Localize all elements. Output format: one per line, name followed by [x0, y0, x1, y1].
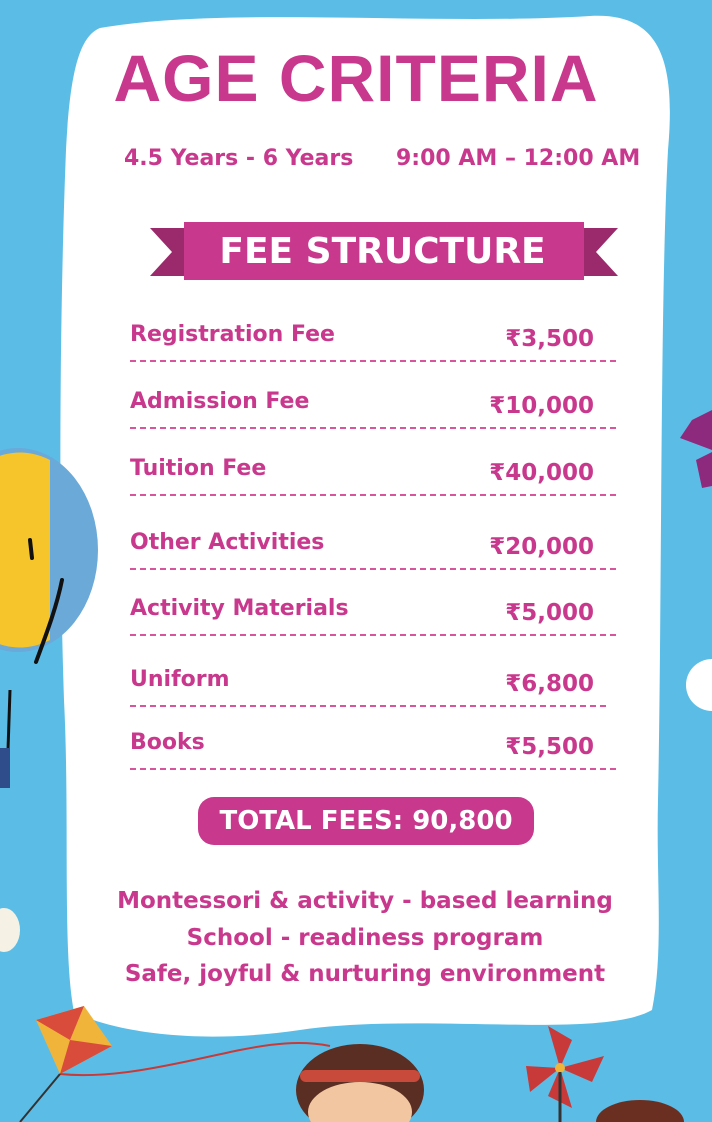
fee-value: ₹5,500 — [505, 734, 594, 760]
school-timing: 9:00 AM – 12:00 AM — [396, 146, 641, 171]
fee-value: ₹20,000 — [489, 534, 594, 560]
fee-row-admission — [130, 387, 616, 429]
kite-icon — [20, 1006, 330, 1122]
fee-label: Activity Materials — [130, 596, 349, 621]
fee-structure-title: FEE STRUCTURE — [219, 231, 546, 272]
fee-row-activity-materials — [130, 594, 616, 636]
bottom-illustrations — [0, 1000, 712, 1122]
child-illustration — [296, 1044, 424, 1122]
page-title: AGE CRITERIA — [113, 41, 599, 115]
pinwheel-icon — [526, 1026, 604, 1122]
fee-row-uniform — [130, 665, 606, 707]
fee-value: ₹3,500 — [505, 326, 594, 352]
fee-label: Books — [130, 730, 205, 755]
fee-label: Other Activities — [130, 530, 325, 555]
hot-air-balloon-icon — [0, 440, 110, 790]
fee-label: Tuition Fee — [130, 456, 267, 481]
fee-row-registration — [130, 320, 616, 362]
cloud-icon — [684, 655, 712, 715]
fee-row-other-activities — [130, 528, 616, 570]
fee-value: ₹10,000 — [489, 393, 594, 419]
fee-label: Admission Fee — [130, 389, 310, 414]
feature-line: School - readiness program — [186, 925, 544, 951]
fee-label: Registration Fee — [130, 322, 335, 347]
age-range: 4.5 Years - 6 Years — [124, 146, 354, 171]
airplane-icon — [672, 400, 712, 495]
fee-value: ₹5,000 — [505, 600, 594, 626]
fee-label: Uniform — [130, 667, 230, 692]
fee-value: ₹40,000 — [489, 460, 594, 486]
total-fees-badge: TOTAL FEES: 90,800 — [198, 797, 534, 845]
fee-row-books — [130, 728, 616, 770]
fee-row-tuition — [130, 454, 616, 496]
feature-line: Safe, joyful & nurturing environment — [124, 961, 606, 987]
fee-value: ₹6,800 — [505, 671, 594, 697]
feature-line: Montessori & activity - based learning — [117, 888, 613, 914]
